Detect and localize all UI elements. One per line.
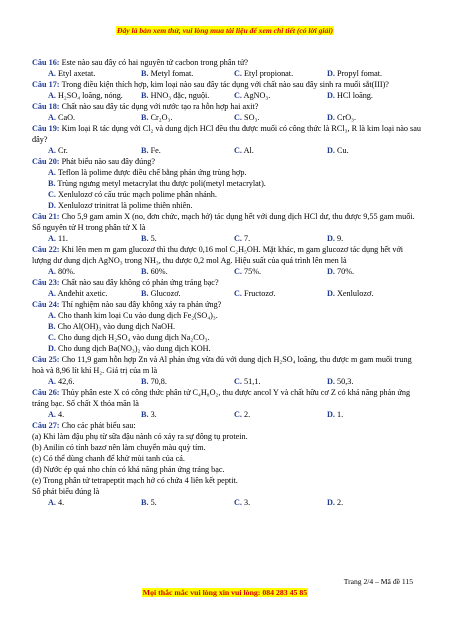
option-letter: A. <box>48 267 56 276</box>
option-letter: B. <box>141 146 149 155</box>
option-letter: B. <box>141 234 149 243</box>
option-letter: D. <box>327 377 335 386</box>
question-number: Câu 24: <box>32 300 62 309</box>
answer-option <box>327 233 420 244</box>
answer-option-content <box>327 234 343 243</box>
option-text: 80%. <box>55 267 76 276</box>
answer-options <box>32 145 422 156</box>
answer-options <box>32 112 422 123</box>
option-letter: C. <box>234 498 242 507</box>
question-text: Cho các phát biểu sau: <box>61 421 136 430</box>
option-letter: D. <box>327 498 335 507</box>
option-letter: C. <box>234 410 242 419</box>
option-letter: C. <box>234 289 242 298</box>
statement: (c) Có thể dùng chanh để khử mùi tanh của cá. <box>32 454 185 463</box>
answer-option <box>48 90 141 101</box>
option-letter: C. <box>234 91 242 100</box>
answer-option <box>32 310 422 321</box>
option-text: Cu. <box>334 146 349 155</box>
answer-option <box>32 178 422 189</box>
option-letter: B. <box>141 377 149 386</box>
option-text: Cr. <box>55 146 68 155</box>
answer-option <box>48 112 141 123</box>
answer-option-content <box>327 410 343 419</box>
question-stem <box>32 211 422 233</box>
answer-option-content <box>48 190 217 199</box>
question-number: Câu 23: <box>32 278 62 287</box>
option-letter: A. <box>48 113 56 122</box>
option-text: H₂SO₄ loãng, nóng. <box>55 91 123 100</box>
answer-option <box>327 409 420 420</box>
option-text: 3. <box>148 410 157 419</box>
question-16 <box>32 57 422 79</box>
answer-option-content <box>141 289 181 298</box>
option-text: 42,6. <box>55 377 75 386</box>
question-22 <box>32 244 422 277</box>
option-text: 70%. <box>334 267 355 276</box>
answer-option-content <box>234 91 270 100</box>
option-letter: C. <box>234 234 242 243</box>
question-stem <box>32 299 422 310</box>
option-letter: B. <box>141 91 149 100</box>
answer-option-content <box>327 146 349 155</box>
option-letter: C. <box>234 146 242 155</box>
question-21 <box>32 211 422 244</box>
option-letter: D. <box>48 201 56 210</box>
question-stem <box>32 354 422 376</box>
question-number: Câu 26: <box>32 388 62 397</box>
option-text: 75%. <box>241 267 262 276</box>
option-letter: A. <box>48 498 56 507</box>
answer-option <box>48 145 141 156</box>
option-letter: D. <box>327 113 335 122</box>
option-text: 60%. <box>148 267 168 276</box>
question-26 <box>32 387 422 420</box>
question-23 <box>32 277 422 299</box>
answer-option-content <box>48 69 95 78</box>
option-letter: B. <box>48 179 56 188</box>
option-text: 9. <box>334 234 344 243</box>
option-letter: D. <box>327 146 335 155</box>
option-text: 5. <box>148 498 157 507</box>
answer-option-content <box>234 410 250 419</box>
question-text: Cho 5,9 gam amin X (no, đơn chức, mạch hở) tác dụng hết với dung dịch HCl dư, thu được 9,55 gam muối. Số nguyên tử H trong phân tử X là <box>32 212 415 232</box>
option-letter: D. <box>327 289 335 298</box>
question-text: Khi lên men m gam glucozơ thì thu được 0,16 mol C₂H₅OH. Mặt khác, m gam glucozơ tác dụng hết với lượng dư dung dịch AgNO₃ trong NH₃, thu được 0,2 mol Ag. Hiệu suất của quá trình lên men là <box>32 245 404 265</box>
answer-option-content <box>48 146 68 155</box>
answer-option <box>234 266 327 277</box>
option-text: Cho dung dịch H₂SO₄ vào dung dịch Na₂CO₃. <box>55 333 210 342</box>
option-letter: A. <box>48 377 56 386</box>
answer-option-content <box>327 289 373 298</box>
question-stem <box>32 387 422 409</box>
answer-option <box>48 288 141 299</box>
question-text: Phát biểu nào sau đây đúng? <box>61 157 156 166</box>
option-text: CaO. <box>55 113 76 122</box>
answer-option <box>327 376 420 387</box>
answer-option-content <box>48 344 211 353</box>
option-text: Metyl fomat. <box>148 69 194 78</box>
statement: (d) Nước ép quả nho chín có khả năng phản ứng tráng bạc. <box>32 465 225 474</box>
option-letter: B. <box>141 69 149 78</box>
option-letter: B. <box>141 289 149 298</box>
answer-option <box>141 288 234 299</box>
option-text: Xenlulozơ có cấu trúc mạch polime phân nhánh. <box>55 190 217 199</box>
question-20 <box>32 156 422 211</box>
preview-banner <box>0 26 450 35</box>
answer-options <box>32 90 422 101</box>
answer-option-content <box>327 113 356 122</box>
question-text: Thủy phân este X có công thức phân tử C₄H₈O₂, thu được ancol Y và chất hữu cơ Z có khả năng phản ứng tráng bạc. Số chất X thỏa mãn là <box>32 388 411 408</box>
option-text: 4. <box>55 410 65 419</box>
answer-option <box>141 266 234 277</box>
question-17 <box>32 79 422 101</box>
answer-option-content <box>327 267 354 276</box>
option-letter: C. <box>234 267 242 276</box>
option-text: Propyl fomat. <box>334 69 383 78</box>
option-letter: C. <box>48 333 56 342</box>
answer-option-content <box>141 91 209 100</box>
option-text: 3. <box>241 498 251 507</box>
statement: (b) Anilin có tính bazơ nên làm chuyển màu quỳ tím. <box>32 443 206 452</box>
answer-option <box>48 266 141 277</box>
answer-option-content <box>141 498 157 507</box>
answer-option <box>48 233 141 244</box>
option-text: 51,1. <box>241 377 261 386</box>
question-number: Câu 16: <box>32 58 62 67</box>
answer-option-content <box>48 113 75 122</box>
answer-option <box>141 145 234 156</box>
answer-option <box>327 112 420 123</box>
option-letter: A. <box>48 146 56 155</box>
answer-option <box>234 497 327 508</box>
answer-option <box>141 497 234 508</box>
question-stem <box>32 277 422 288</box>
question-number: Câu 19: <box>32 124 62 133</box>
answer-option-content <box>234 146 254 155</box>
option-text: HCl loãng. <box>334 91 373 100</box>
answer-option-content <box>234 377 260 386</box>
option-text: AgNO₃. <box>241 91 271 100</box>
option-text: Xenlulozơ. <box>334 289 374 298</box>
answer-option <box>32 321 422 332</box>
question-text: Cho 11,9 gam hỗn hợp Zn và Al phản ứng vừa đủ với dung dịch H₂SO₄ loãng, thu được m gam muối trung hoà và 8,96 lít khí H₂. Giá trị của m là <box>32 355 412 375</box>
question-number: Câu 22: <box>32 245 62 254</box>
option-text: Cho dung dịch Ba(NO₃)₂ vào dung dịch KOH. <box>55 344 211 353</box>
answer-option-content <box>234 234 250 243</box>
answer-option <box>234 90 327 101</box>
answer-option-content <box>48 267 75 276</box>
option-letter: A. <box>48 91 56 100</box>
question-text: Kim loại R tác dụng với Cl₂ và dung dịch HCl đều thu được muối có công thức là RCl₃, R là kim loại nào sau đây? <box>32 124 421 144</box>
question-stem <box>32 420 422 431</box>
option-text: 70,8. <box>148 377 167 386</box>
answer-option-content <box>141 410 157 419</box>
answer-option-content <box>141 113 172 122</box>
answer-option-content <box>48 498 64 507</box>
question-number: Câu 21: <box>32 212 62 221</box>
question-number: Câu 25: <box>32 355 62 364</box>
answer-option <box>234 409 327 420</box>
answer-options <box>32 233 422 244</box>
answer-option-content <box>234 267 261 276</box>
statement: (a) Khi làm đậu phụ từ sữa đậu nành có xảy ra sự đông tụ protein. <box>32 432 248 441</box>
answer-option-content <box>141 69 193 78</box>
answer-option <box>327 90 420 101</box>
page-info: Trang 2/4 – Mã đề 115 <box>343 577 413 586</box>
answer-option-content <box>48 289 108 298</box>
answer-option <box>327 497 420 508</box>
option-letter: A. <box>48 168 56 177</box>
answer-option <box>141 90 234 101</box>
answer-options <box>32 497 422 508</box>
answer-option <box>141 233 234 244</box>
answer-option <box>32 189 422 200</box>
option-letter: A. <box>48 69 56 78</box>
option-text: HNO₃ đặc, nguội. <box>148 91 210 100</box>
contact-text: Mọi thắc mắc vui lòng xin vui lòng: 084 283 45 85 <box>142 588 308 597</box>
answer-option-content <box>48 410 64 419</box>
option-letter: A. <box>48 311 56 320</box>
question-text: Este nào sau đây có hai nguyên tử cacbon trong phân tử? <box>61 58 249 67</box>
answer-option <box>48 376 141 387</box>
option-letter: C. <box>48 190 56 199</box>
answer-option <box>234 233 327 244</box>
option-letter: D. <box>327 267 335 276</box>
answer-option-content <box>141 146 161 155</box>
answer-option-content <box>48 333 210 342</box>
answer-option-content <box>327 498 343 507</box>
answer-option <box>234 112 327 123</box>
answer-options <box>32 376 422 387</box>
option-letter: D. <box>327 69 335 78</box>
option-text: Cho Al(OH)₃ vào dung dịch NaOH. <box>55 322 176 331</box>
option-text: 11. <box>55 234 68 243</box>
answer-option <box>234 376 327 387</box>
answer-option <box>32 200 422 211</box>
question-number: Câu 18: <box>32 102 62 111</box>
answer-option <box>327 68 420 79</box>
question-stem <box>32 123 422 145</box>
option-letter: B. <box>141 113 149 122</box>
option-text: 7. <box>241 234 251 243</box>
option-letter: D. <box>327 234 335 243</box>
option-text: SO₃. <box>241 113 260 122</box>
answer-option-content <box>234 69 293 78</box>
option-letter: D. <box>327 410 335 419</box>
answer-option <box>32 343 422 354</box>
option-text: Trùng ngưng metyl metacrylat thu được poli(metyl metacrylat). <box>55 179 266 188</box>
option-text: Etyl axetat. <box>55 69 96 78</box>
answer-option <box>141 68 234 79</box>
option-letter: A. <box>48 410 56 419</box>
answer-option-content <box>48 179 266 188</box>
option-text: Glucozơ. <box>148 289 181 298</box>
option-text: Cr₂O₃. <box>148 113 173 122</box>
option-letter: B. <box>141 410 149 419</box>
option-letter: C. <box>234 113 242 122</box>
question-text: Chất nào sau đây tác dụng với nước tạo ra hỗn hợp hai axit? <box>61 102 259 111</box>
answer-options <box>32 68 422 79</box>
answer-option <box>327 288 420 299</box>
question-stem <box>32 101 422 112</box>
option-text: 2. <box>334 498 344 507</box>
answer-option-content <box>327 69 382 78</box>
answer-options <box>32 266 422 277</box>
answer-option-content <box>327 377 353 386</box>
option-letter: A. <box>48 234 56 243</box>
option-text: Fructozơ. <box>241 289 276 298</box>
answer-option <box>32 332 422 343</box>
question-text: Thí nghiệm nào sau đây không xảy ra phản ứng? <box>61 300 222 309</box>
answer-option-content <box>141 377 167 386</box>
answer-options <box>32 409 422 420</box>
option-text: Anđehit axetic. <box>55 289 108 298</box>
option-letter: B. <box>141 267 149 276</box>
statement: (e) Trong phân tử tetrapeptit mạch hở có chứa 4 liên kết peptit. <box>32 476 238 485</box>
option-letter: D. <box>327 91 335 100</box>
answer-option <box>141 376 234 387</box>
answer-option <box>234 288 327 299</box>
option-text: CrO₃. <box>334 113 357 122</box>
question-stem <box>32 244 422 266</box>
option-text: 50,3. <box>334 377 354 386</box>
answer-option-content <box>48 201 192 210</box>
answer-option-content <box>234 498 250 507</box>
answer-option-content <box>48 91 123 100</box>
answer-option-content <box>48 311 218 320</box>
question-24 <box>32 299 422 354</box>
answer-option-content <box>48 234 68 243</box>
question-number: Câu 27: <box>32 421 62 430</box>
answer-option-content <box>48 168 247 177</box>
option-text: Xenlulozơ trinitrat là polime thiên nhiên. <box>55 201 193 210</box>
option-letter: B. <box>48 322 56 331</box>
question-number: Câu 20: <box>32 157 62 166</box>
question-text: Trong điều kiện thích hợp, kim loại nào sau đây tác dụng với chất nào sau đây sinh ra muối sắt(III)? <box>61 80 389 89</box>
option-text: 5. <box>148 234 157 243</box>
answer-option-content <box>234 289 275 298</box>
option-letter: A. <box>48 289 56 298</box>
answer-option-content <box>48 322 175 331</box>
option-text: 4. <box>55 498 65 507</box>
answer-option <box>327 145 420 156</box>
question-19 <box>32 123 422 156</box>
option-letter: B. <box>141 498 149 507</box>
answer-options <box>32 288 422 299</box>
answer-option <box>141 409 234 420</box>
option-text: Teflon là polime được điều chế bằng phản ứng trùng hợp. <box>55 168 247 177</box>
option-text: Fe. <box>148 146 161 155</box>
option-text: Cho thanh kim loại Cu vào dung dịch Fe₂(SO₄)₃. <box>55 311 218 320</box>
option-text: Etyl propionat. <box>241 69 294 78</box>
answer-option <box>48 409 141 420</box>
question-27 <box>32 420 422 508</box>
option-letter: D. <box>48 344 56 353</box>
answer-option <box>327 266 420 277</box>
answer-option-content <box>141 234 157 243</box>
answer-option <box>48 497 141 508</box>
question-25 <box>32 354 422 387</box>
question-number: Câu 17: <box>32 80 62 89</box>
question-stem <box>32 79 422 90</box>
question-stem <box>32 156 422 167</box>
question-text: Chất nào sau đây không có phản ứng tráng bạc? <box>61 278 219 287</box>
option-text: 1. <box>334 410 344 419</box>
contact-footer <box>0 588 450 597</box>
answer-option <box>32 167 422 178</box>
answer-option-content <box>48 377 74 386</box>
answer-option-content <box>141 267 168 276</box>
option-text: Al. <box>241 146 254 155</box>
answer-option <box>234 145 327 156</box>
answer-option-content <box>327 91 373 100</box>
question-stem <box>32 57 422 68</box>
answer-option <box>234 68 327 79</box>
option-text: 2. <box>241 410 251 419</box>
banner-text: Đây là bản xem thử, vui lòng mua tài liệu để xem chi tiết (có lời giải) <box>117 26 333 35</box>
answer-option <box>141 112 234 123</box>
answer-option-content <box>234 113 259 122</box>
option-letter: C. <box>234 69 242 78</box>
statement: Số phát biểu đúng là <box>32 487 100 496</box>
question-list <box>32 57 422 508</box>
question-18 <box>32 101 422 123</box>
answer-option <box>48 68 141 79</box>
option-letter: C. <box>234 377 242 386</box>
